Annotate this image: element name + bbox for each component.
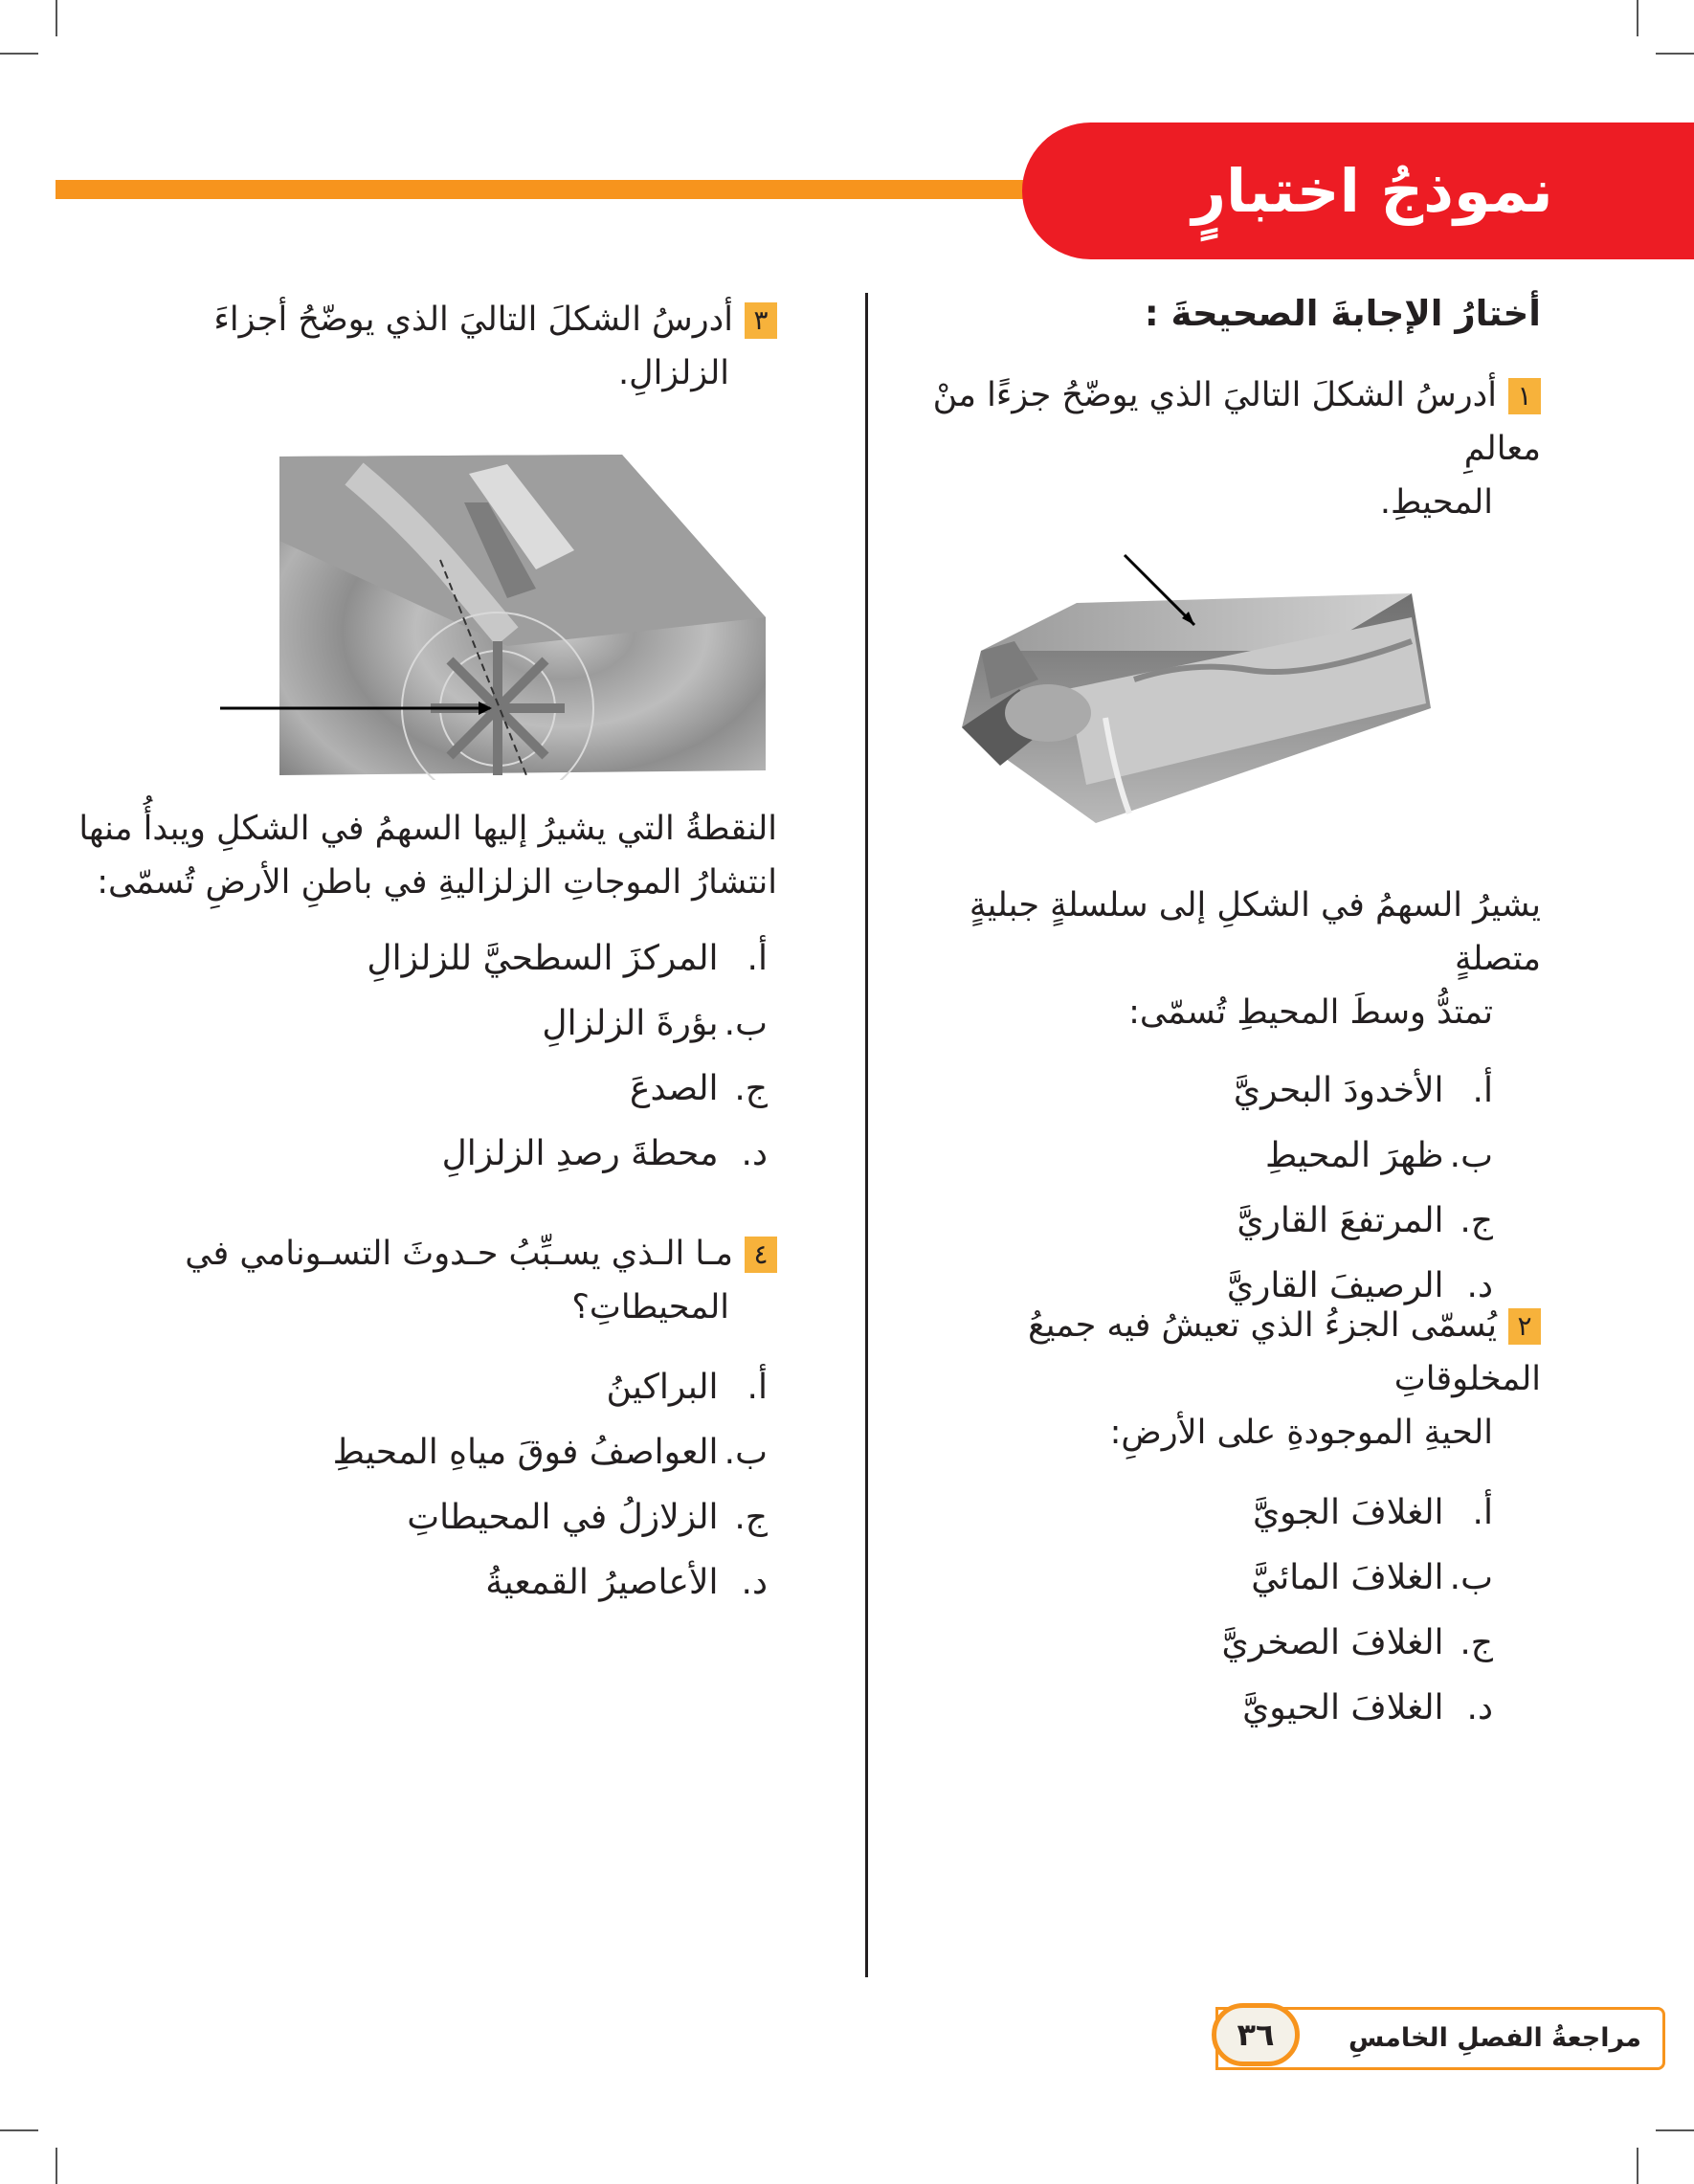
question-number: ١ — [1508, 378, 1541, 414]
option-c[interactable]: ج. الصدعَ — [629, 1069, 768, 1108]
crop-mark — [0, 53, 38, 55]
question-1-stem: يشيرُ السهمُ في الشكلِ إلى سلسلةٍ جبليةٍ متصلةٍ تمتدُّ وسطَ المحيطِ تُسمّى: أ. الأخدودَ البحريَّ ب. ظهرَ المحيطِ ج. المرتفعَ القاريَّ د. الرصيفَ القاريَّ — [895, 879, 1541, 1319]
options-list — [69, 1355, 777, 1616]
question-2: ٢يُسمّى الجزءُ الذي تعيشُ فيه جميعُ المخلوقاتِ الحيةِ الموجودةِ على الأرضِ: أ. الغلافَ الجويَّ ب. الغلافَ المائيَّ ج. الغلافَ الصخريَّ د. الغلافَ الحيويَّ — [895, 1299, 1541, 1741]
ocean-floor-figure — [962, 536, 1436, 833]
option-a[interactable]: أ. الغلافَ الجويَّ — [1252, 1493, 1493, 1532]
page-number: ٣٦ — [1212, 2003, 1300, 2066]
page-title: نموذجُ اختبارٍ — [1192, 156, 1553, 226]
option-c[interactable]: ج. المرتفعَ القاريَّ — [1237, 1201, 1493, 1240]
title-banner — [1022, 123, 1694, 259]
question-4: ٤مـا الـذي يسـبِّبُ حـدوثَ التسـونامي في المحيطاتِ؟ أ. البراكينُ ب. العواصفُ فوقَ مياهِ المحيطِ ج. الزلازلُ في المحيطاتِ د. الأعاصيرُ القمعيةُ — [69, 1227, 777, 1616]
question-number: ٤ — [745, 1237, 777, 1273]
crop-mark — [1656, 53, 1694, 55]
option-b[interactable]: ب. الغلافَ المائيَّ — [1251, 1558, 1493, 1597]
crop-mark — [0, 2129, 38, 2131]
crop-mark — [1637, 2148, 1638, 2184]
option-b[interactable]: ب. العواصفُ فوقَ مياهِ المحيطِ — [332, 1433, 768, 1472]
question-3: ٣أدرسُ الشكلَ التاليَ الذي يوضّحُ أجزاءَ الزلزالِ. — [69, 293, 777, 400]
column-divider — [865, 293, 868, 1977]
options-list — [895, 1481, 1541, 1741]
option-d[interactable]: د. الغلافَ الحيويَّ — [1242, 1688, 1493, 1727]
footer-chapter-label: مراجعةُ الفصلِ الخامسِ — [1348, 2023, 1641, 2053]
option-d[interactable]: د. محطةَ رصدِ الزلزالِ — [441, 1134, 768, 1173]
question-number: ٢ — [1508, 1308, 1541, 1345]
options-list — [69, 926, 777, 1187]
option-b[interactable]: ب. ظهرَ المحيطِ — [1264, 1136, 1493, 1175]
question-1-prompt: ١أدرسُ الشكلَ التاليَ الذي يوضّحُ جزءًا منْ معالمِ المحيطِ. — [932, 376, 1541, 522]
question-number: ٣ — [745, 302, 777, 339]
option-a[interactable]: أ. المركزَ السطحيَّ للزلزالِ — [367, 939, 768, 978]
crop-mark — [56, 0, 57, 36]
option-a[interactable]: أ. البراكينُ — [606, 1368, 768, 1407]
option-d[interactable]: د. الأعاصيرُ القمعيةُ — [485, 1563, 768, 1602]
instruction-heading: أختارُ الإجابةَ الصحيحةَ : — [1144, 293, 1541, 334]
options-list — [895, 1059, 1541, 1319]
crop-mark — [1637, 0, 1638, 36]
question-3-stem: النقطةُ التي يشيرُ إليها السهمُ في الشكلِ ويبدأُ منها انتشارُ الموجاتِ الزلزاليةِ في باطنِ الأرضِ تُسمّى: أ. المركزَ السطحيَّ للزلزالِ ب. بؤرةَ الزلزالِ ج. الصدعَ د. محطةَ رصدِ الزلزالِ — [69, 802, 777, 1187]
option-d[interactable]: د. الرصيفَ القاريَّ — [1226, 1266, 1493, 1305]
question-1 — [895, 368, 1541, 529]
crop-mark — [1656, 2129, 1694, 2131]
option-c[interactable]: ج. الغلافَ الصخريَّ — [1221, 1623, 1493, 1662]
crop-mark — [56, 2148, 57, 2184]
earthquake-figure — [220, 445, 766, 780]
option-a[interactable]: أ. الأخدودَ البحريَّ — [1233, 1071, 1493, 1110]
option-b[interactable]: ب. بؤرةَ الزلزالِ — [542, 1004, 768, 1043]
option-c[interactable]: ج. الزلازلُ في المحيطاتِ — [407, 1498, 768, 1537]
header-rule — [56, 180, 1051, 199]
